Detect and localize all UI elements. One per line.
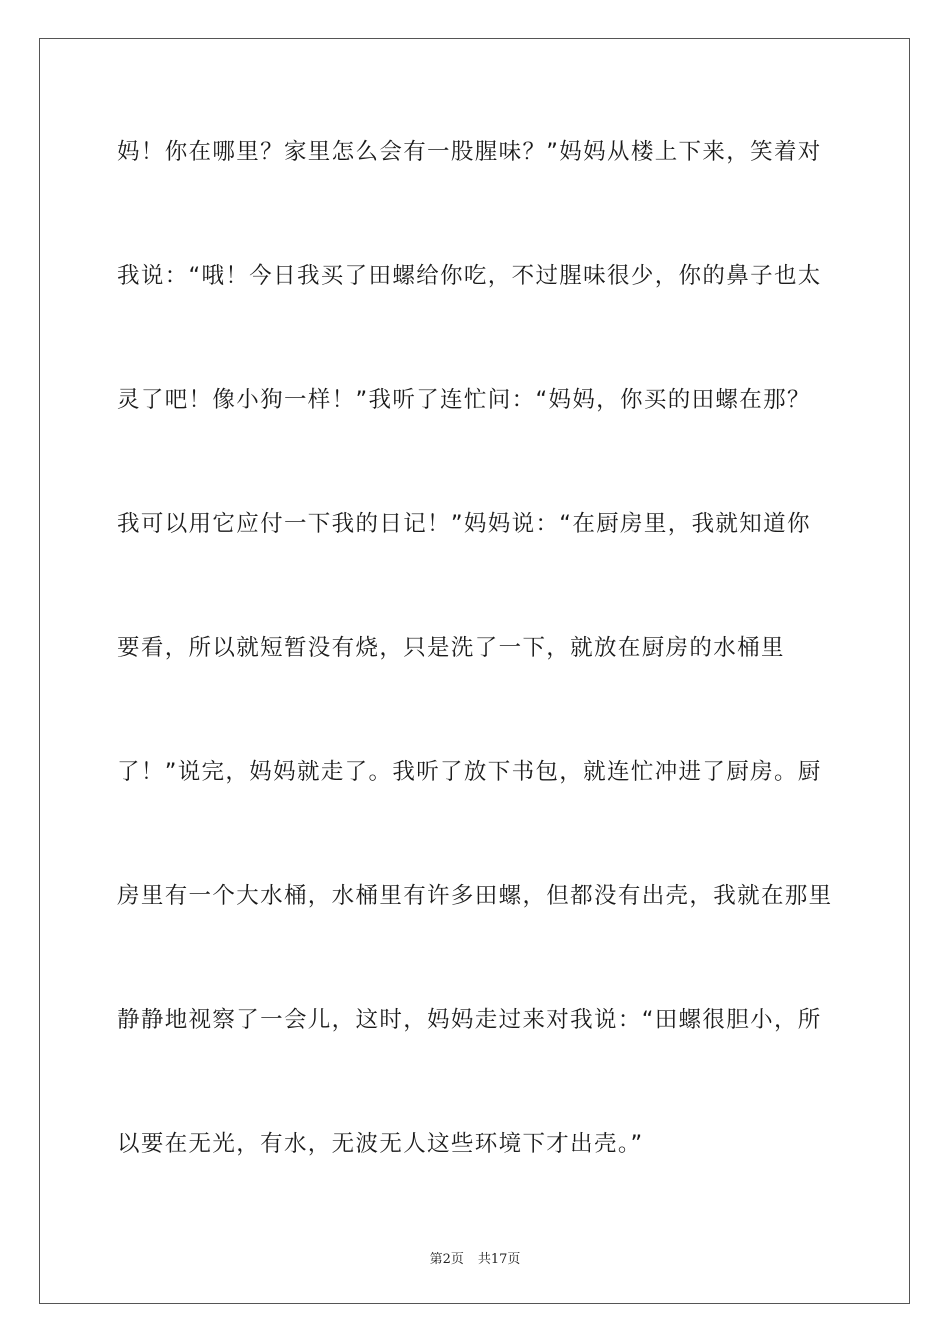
page-total: 共17页 [477, 1252, 521, 1267]
text-line: 我可以用它应付一下我的日记！”妈妈说：“在厨房里，我就知道你 [117, 511, 811, 537]
page-number: 第2页 [429, 1252, 464, 1267]
text-line: 了！”说完，妈妈就走了。我听了放下书包，就连忙冲进了厨房。厨 [117, 759, 822, 785]
text-line: 要看，所以就短暂没有烧，只是洗了一下，就放在厨房的水桶里 [117, 635, 785, 661]
text-line: 妈！你在哪里？家里怎么会有一股腥味？”妈妈从楼上下来，笑着对 [117, 139, 822, 165]
page-border [39, 38, 910, 1304]
text-line: 静静地视察了一会儿，这时，妈妈走过来对我说：“田螺很胆小，所 [117, 1007, 822, 1033]
text-line: 我说：“哦！今日我买了田螺给你吃，不过腥味很少，你的鼻子也太 [117, 263, 822, 289]
text-line: 房里有一个大水桶，水桶里有许多田螺，但都没有出壳，我就在那里 [117, 883, 833, 909]
text-line: 以要在无光，有水，无波无人这些环境下才出壳。” [117, 1131, 644, 1157]
text-line: 灵了吧！像小狗一样！”我听了连忙问：“妈妈，你买的田螺在那？ [117, 387, 811, 413]
page-footer [0, 1248, 950, 1267]
